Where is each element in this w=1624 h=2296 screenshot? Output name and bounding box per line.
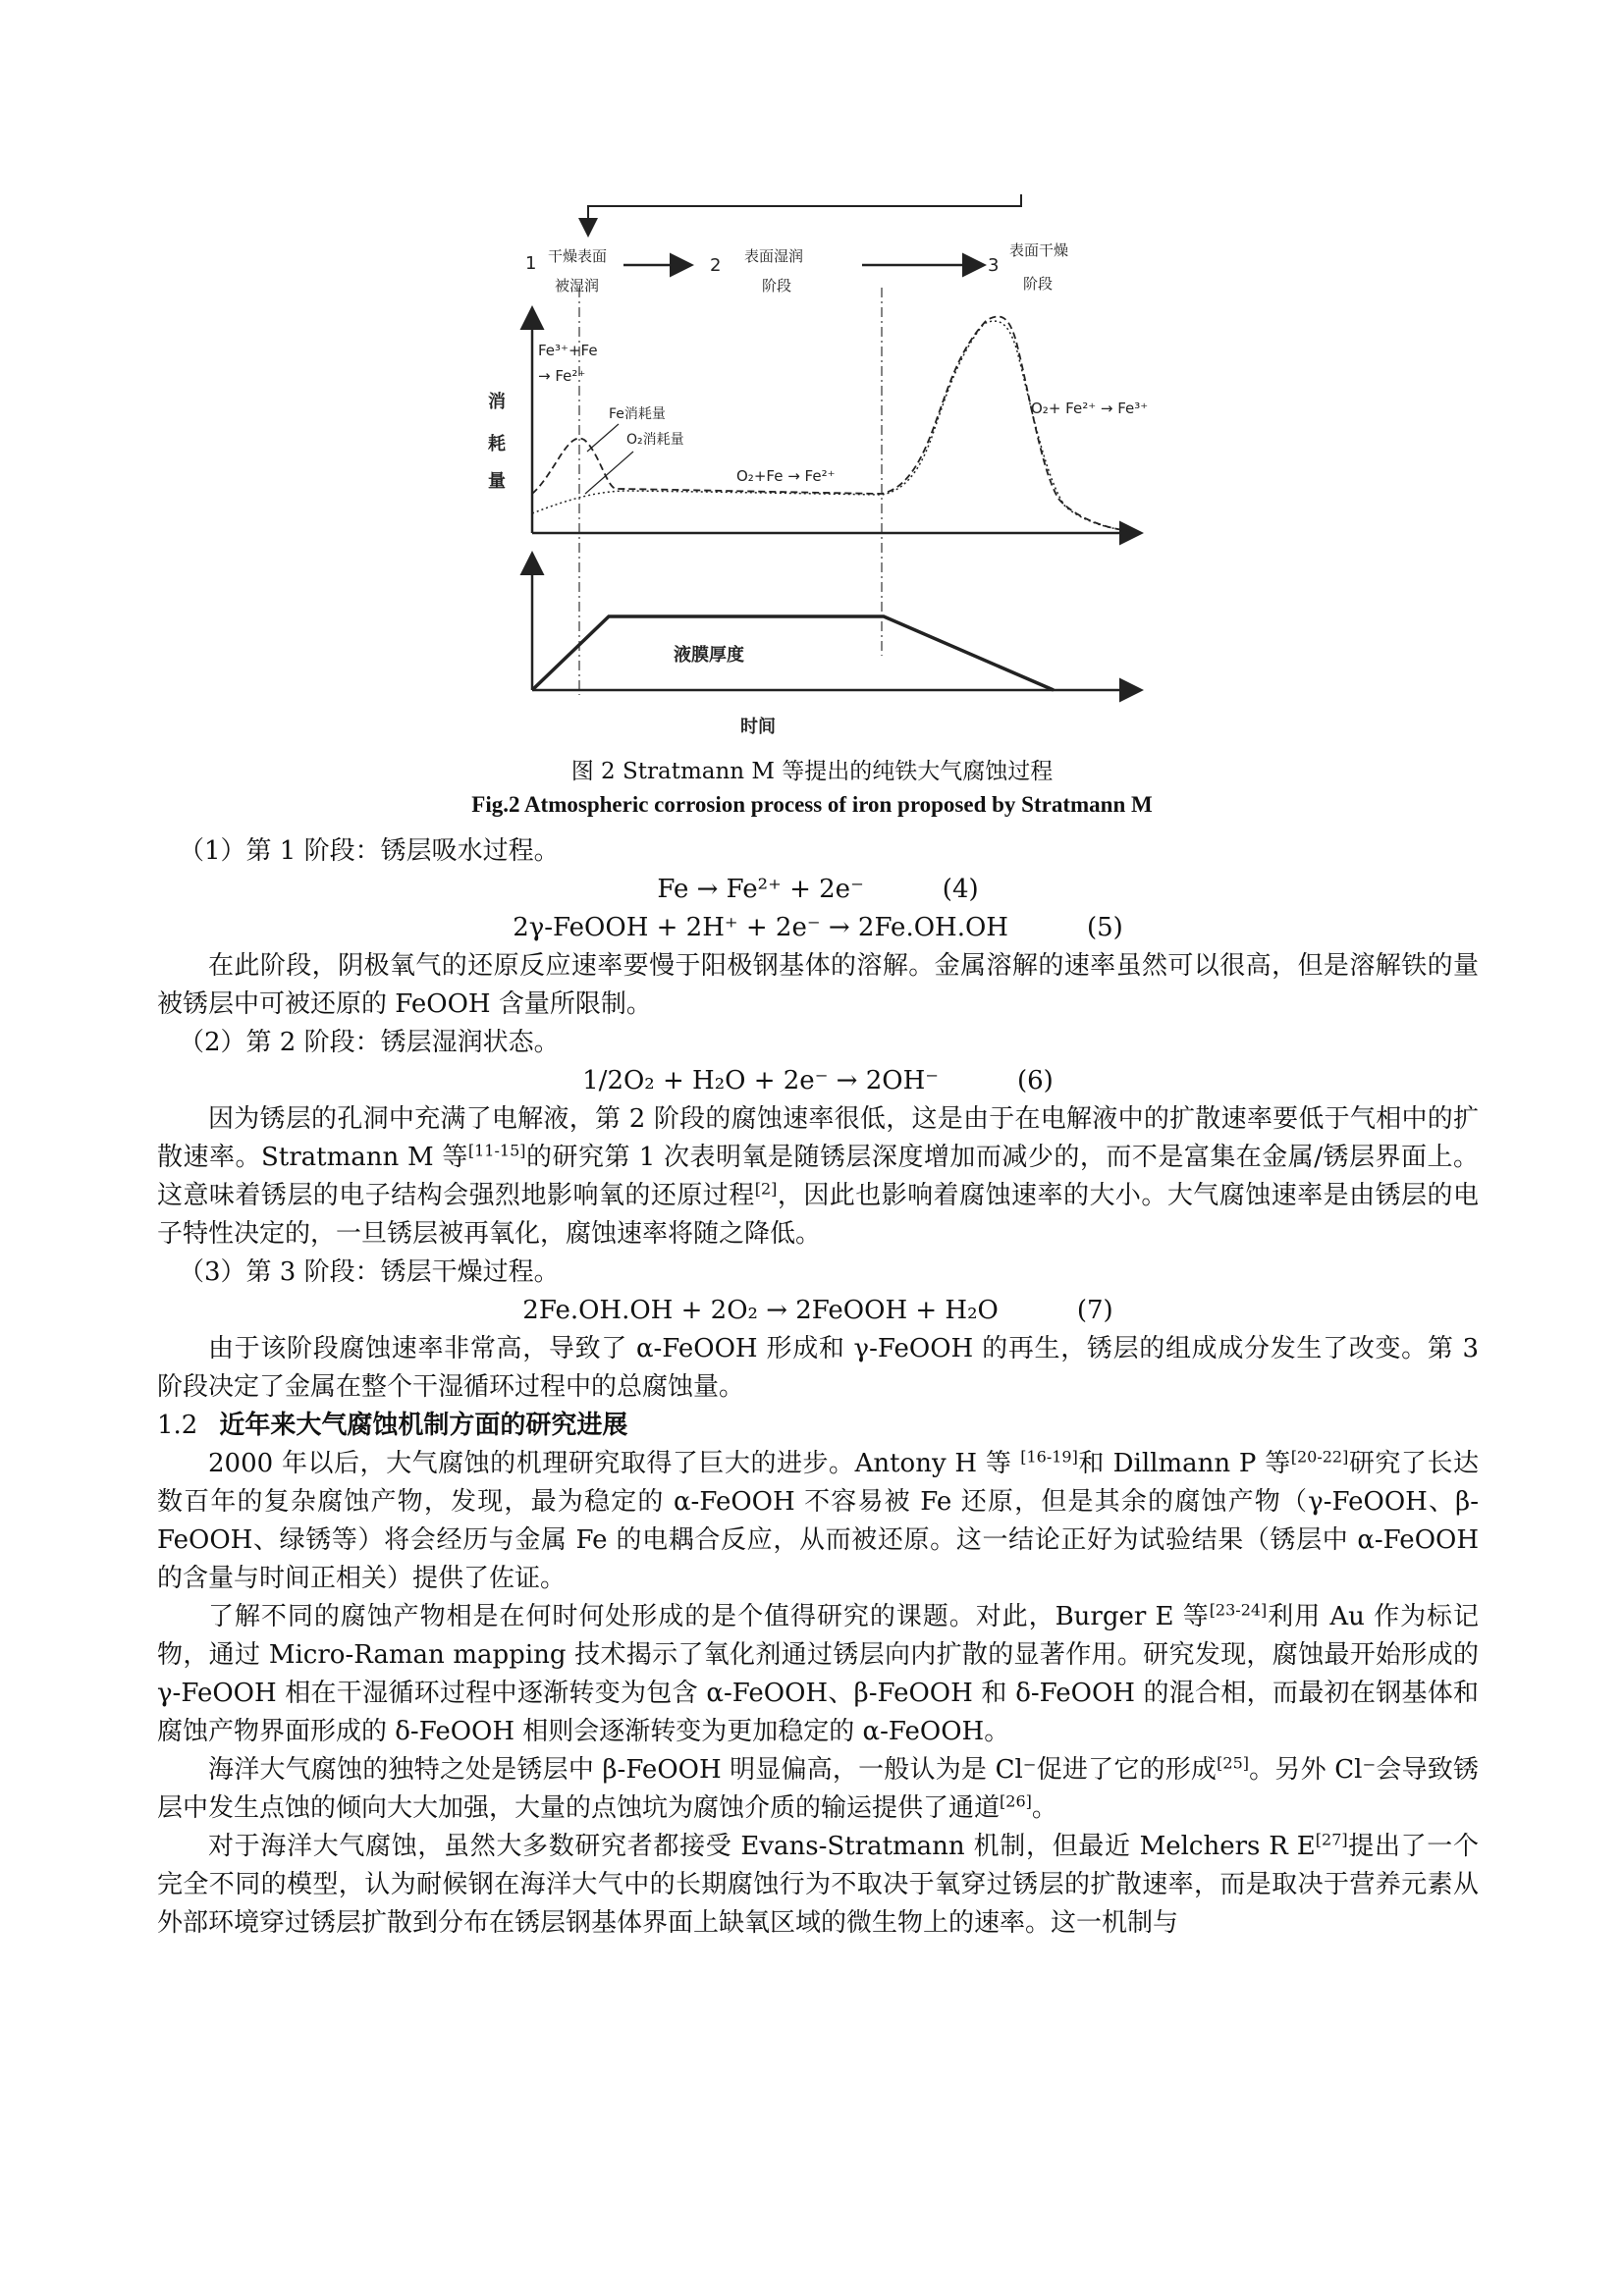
fe-consumption-label: Fe消耗量 [609,406,666,422]
equation-5-formula: 2γ-FeOOH + 2H⁺ + 2e⁻ → 2Fe.OH.OH [513,913,1008,942]
body-text [157,832,1479,1943]
figure-caption-en: Fig.2 Atmospheric corrosion process of iron proposed by Stratmann M [471,792,1153,817]
citation: [27] [1315,1830,1348,1849]
svg-text:1: 1 [525,253,537,274]
equation-4-formula: Fe → Fe²⁺ + 2e⁻ [657,875,864,904]
y-axis-label-3: 量 [488,471,506,492]
figure-caption-cn: 图 2 Stratmann M 等提出的纯铁大气腐蚀过程 [570,759,1054,784]
citation: [23-24] [1209,1600,1268,1620]
y-axis-label-2: 耗 [488,434,506,454]
equation-5-number: (5) [1086,913,1123,942]
x-axis-label: 时间 [740,717,776,737]
citation: [11-15] [467,1141,526,1160]
stage2-heading: （2）第 2 阶段：锈层湿润状态。 [179,1028,560,1057]
svg-text:干燥表面: 干燥表面 [548,247,608,265]
equation-6 [157,1062,1479,1100]
fe-consumption-pointer [587,424,619,452]
citation: [26] [1000,1791,1032,1811]
equation-5 [157,909,1479,947]
paragraph-5: 了解不同的腐蚀产物相是在何时何处形成的是个值得研究的课题。对此，Burger E 等[23-24]利用 Au 作为标记物，通过 Micro-Raman mapping 技术揭示了氧化剂通过锈层向内扩散的显著作用。研究发现，腐蚀最开始形成的 γ-FeOOH 相在干湿循环过程中逐渐转变为包含 α-FeOOH、β-FeOOH 和 δ-FeOOH 的混合相，而最初在钢基体和腐蚀产物界面形成的 δ-FeOOH 相则会逐渐转变为更加稳定的 α-FeOOH。 [157,1600,1479,1746]
equation-6-formula: 1/2O₂ + H₂O + 2e⁻ → 2OH⁻ [582,1066,939,1095]
fe3-fe-label: Fe³⁺+Fe [538,342,598,359]
paragraph-2: 因为锈层的孔洞中充满了电解液，第 2 阶段的腐蚀速率很低，这是由于在电解液中的扩散速率要低于气相中的扩散速率。Stratmann M 等[11-15]的研究第 1 次表明氧是随锈层深度增加而减少的，而不是富集在金属/锈层界面上。这意味着锈层的电子结构会强烈地影响氧的还原过程[2]，因此也影响着腐蚀速率的大小。大气腐蚀速率是由锈层的电子特性决定的，一旦锈层被再氧化，腐蚀速率将随之降低。 [157,1104,1479,1249]
o2-consumption-label: O₂消耗量 [626,432,684,448]
paragraph-7: 对于海洋大气腐蚀，虽然大多数研究者都接受 Evans-Stratmann 机制，但最近 Melchers R E[27]提出了一个完全不同的模型，认为耐候钢在海洋大气中的长期腐蚀行为不取决于氧穿过锈层的扩散速率，而是取决于营养元素从外部环境穿过锈层扩散到分布在锈层钢基体界面上缺氧区域的微生物上的速率。这一机制与 [157,1830,1479,1938]
equation-7 [157,1292,1479,1330]
paragraph-6: 海洋大气腐蚀的独特之处是锈层中 β-FeOOH 明显偏高，一般认为是 Cl⁻促进了它的形成[25]。另外 Cl⁻会导致锈层中发生点蚀的倾向大大加强，大量的点蚀坑为腐蚀介质的输运提供了通道[26]。 [157,1753,1480,1823]
svg-text:阶段: 阶段 [1023,275,1054,293]
film-thickness-label: 液膜厚度 [674,645,744,666]
stage3-reaction-label: O₂+ Fe²⁺ → Fe³⁺ [1031,400,1149,417]
stage-2-label [710,247,803,294]
svg-text:表面湿润: 表面湿润 [744,247,804,265]
section-number: 1.2 [157,1411,198,1440]
stage1-heading: （1）第 1 阶段：锈层吸水过程。 [179,836,560,866]
cycle-feedback-arrow [588,194,1021,234]
fe-consumption-curve [532,316,1134,531]
bottom-plot-axes [532,556,1139,690]
section-title: 近年来大气腐蚀机制方面的研究进展 [219,1411,628,1440]
corrosion-process-diagram [471,194,1159,744]
y-axis-label-1: 消 [488,392,506,412]
stage-1-label [525,247,607,294]
svg-text:被湿润: 被湿润 [555,277,600,294]
svg-text:表面干燥: 表面干燥 [1009,241,1069,259]
svg-text:2: 2 [710,255,722,276]
svg-text:阶段: 阶段 [762,277,792,294]
equation-6-number: (6) [1017,1066,1054,1095]
fe2-label: → Fe²⁺ [538,367,586,385]
equation-7-number: (7) [1076,1296,1113,1325]
citation: [25] [1217,1753,1249,1773]
equation-7-formula: 2Fe.OH.OH + 2O₂ → 2FeOOH + H₂O [522,1296,999,1325]
equation-4 [157,871,1479,909]
paragraph-4: 2000 年以后，大气腐蚀的机理研究取得了巨大的进步。Antony H 等 [16-19]和 Dillmann P 等[20-22]研究了长达数百年的复杂腐蚀产物，发现，最为稳定的 α-FeOOH 不容易被 Fe 还原，但是其余的腐蚀产物（γ-FeOOH、β-FeOOH、绿锈等）将会经历与金属 Fe 的电耦合反应，从而被还原。这一结论正好为试验结果（锈层中 α-FeOOH 的含量与时间正相关）提供了佐证。 [157,1447,1479,1593]
equation-4-number: (4) [942,875,979,904]
film-thickness-line [532,616,1054,690]
stage3-heading: （3）第 3 阶段：锈层干燥过程。 [179,1257,560,1287]
o2-consumption-curve [532,321,1134,531]
section-heading [157,1407,1479,1445]
stage2-reaction-label: O₂+Fe → Fe²⁺ [736,467,836,485]
stage-3-label [988,241,1068,293]
citation: [2] [754,1179,778,1199]
citation: [20-22] [1290,1447,1349,1467]
paragraph-3: 由于该阶段腐蚀速率非常高，导致了 α-FeOOH 形成和 γ-FeOOH 的再生，锈层的组成成分发生了改变。第 3 阶段决定了金属在整个干湿循环过程中的总腐蚀量。 [157,1334,1479,1402]
o2-consumption-pointer [585,452,633,494]
svg-text:3: 3 [988,255,1000,276]
paragraph-1: 在此阶段，阴极氧气的还原反应速率要慢于阳极钢基体的溶解。金属溶解的速率虽然可以很高，但是溶解铁的量被锈层中可被还原的 FeOOH 含量所限制。 [157,951,1479,1019]
citation: [16-19] [1020,1447,1078,1467]
